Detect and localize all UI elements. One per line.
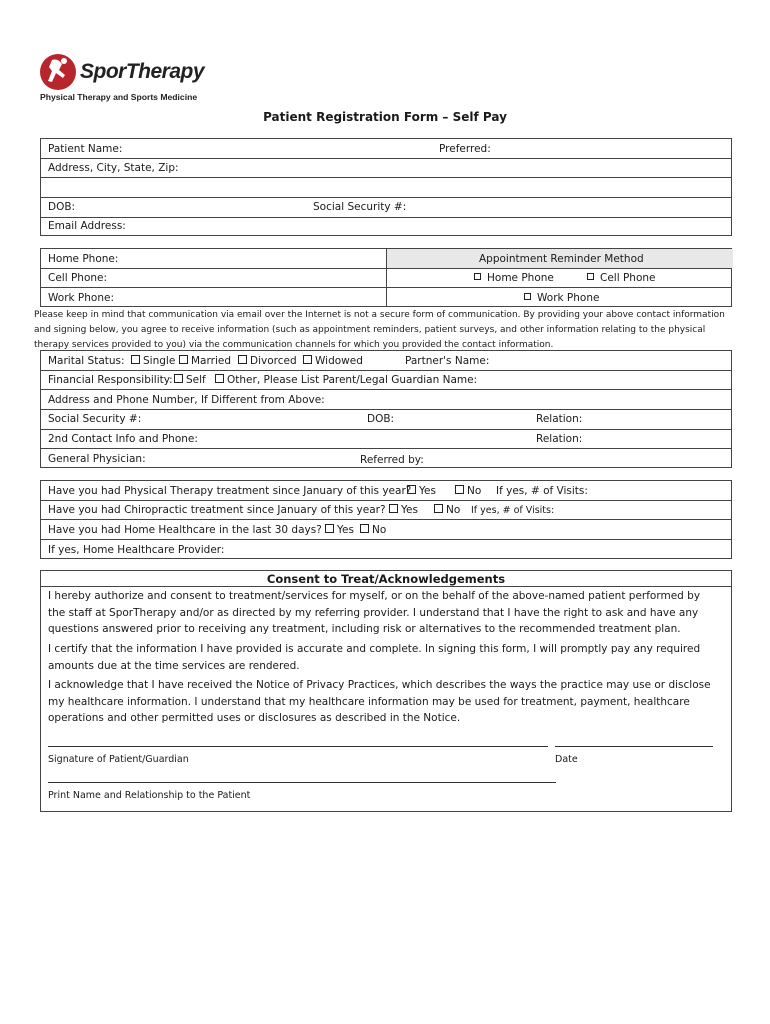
reminder-method-header: Appointment Reminder Method (479, 253, 644, 265)
consent-paragraph-3: I acknowledge that I have received the Notice of Privacy Practices, which describes the ways the practice may use or disclose my healthcare information. I understand that my healthcare information may be used for treatment, payment, healthcare operations and other permitted uses or disclosures as described in the Notice. (48, 679, 711, 724)
address-row[interactable] (41, 159, 731, 178)
guardian-ssn-row[interactable] (41, 410, 731, 430)
home-phone-row[interactable] (41, 249, 731, 269)
hh-no-checkbox[interactable] (360, 524, 369, 533)
divorced-option[interactable]: Divorced (238, 355, 297, 367)
partner-name-label: Partner's Name: (405, 355, 490, 367)
preferred-label: Preferred: (439, 143, 491, 155)
reminder-home-option[interactable]: Home Phone (474, 272, 554, 284)
consent-paragraph-1: I hereby authorize and consent to treatment/services for myself, or on the behalf of the above-named patient performed by the staff at SporTherapy and/or as directed by my referring provider. I understand that I have the right to ask and have any questions answered prior to receiving any treatment, including risk or alternatives to the recommended treatment plan. (48, 590, 701, 635)
other-checkbox[interactable] (215, 374, 224, 383)
reminder-work-option[interactable]: Work Phone (524, 292, 599, 304)
single-option[interactable]: Single (131, 355, 175, 367)
patient-name-label: Patient Name: (48, 143, 123, 155)
pt-question-row[interactable] (41, 481, 731, 501)
chiro-yes-option[interactable]: Yes (389, 504, 418, 516)
logo-name: SporTherapy (80, 60, 205, 83)
self-checkbox[interactable] (174, 374, 183, 383)
reminder-cell-checkbox[interactable] (587, 273, 594, 280)
guardian-dob-label: DOB: (367, 413, 395, 425)
financial-label: Financial Responsibility: (48, 374, 173, 386)
reminder-cell-option[interactable]: Cell Phone (587, 272, 656, 284)
logo-tagline: Physical Therapy and Sports Medicine (40, 92, 198, 102)
responsibility-section (40, 350, 732, 468)
chiro-visits-label: If yes, # of Visits: (471, 505, 555, 516)
chiro-question: Have you had Chiropractic treatment since January of this year? (48, 504, 386, 516)
other-option[interactable]: Other, Please List Parent/Legal Guardian Name: (215, 374, 477, 386)
pt-no-checkbox[interactable] (455, 485, 464, 494)
hh-no-option[interactable]: No (360, 524, 386, 536)
form-title: Patient Registration Form – Self Pay (263, 110, 507, 124)
addr-phone-row[interactable] (41, 390, 731, 410)
chiro-no-checkbox[interactable] (434, 504, 443, 513)
physician-label: General Physician: (48, 453, 146, 465)
dob-ssn-row[interactable] (41, 198, 731, 218)
pt-visits-label: If yes, # of Visits: (496, 485, 588, 497)
widowed-checkbox[interactable] (303, 355, 312, 364)
hh-question-row[interactable] (41, 520, 731, 540)
address-label: Address, City, State, Zip: (48, 162, 179, 174)
chiro-yes-checkbox[interactable] (389, 504, 398, 513)
single-checkbox[interactable] (131, 355, 140, 364)
signature-label: Signature of Patient/Guardian (48, 754, 189, 765)
self-option[interactable]: Self (174, 374, 206, 386)
email-label: Email Address: (48, 220, 126, 232)
marital-label: Marital Status: (48, 355, 125, 367)
married-checkbox[interactable] (179, 355, 188, 364)
patient-info-section (40, 138, 732, 236)
married-option[interactable]: Married (179, 355, 231, 367)
divorced-checkbox[interactable] (238, 355, 247, 364)
print-name-line[interactable] (48, 782, 556, 783)
relation-label-1: Relation: (536, 413, 583, 425)
guardian-ssn-label: Social Security #: (48, 413, 142, 425)
pt-no-option[interactable]: No (455, 485, 481, 497)
ssn-label: Social Security #: (313, 201, 407, 213)
pt-yes-checkbox[interactable] (407, 485, 416, 494)
work-phone-label: Work Phone: (48, 292, 114, 304)
chiro-question-row[interactable] (41, 501, 731, 520)
hh-provider-label: If yes, Home Healthcare Provider: (48, 544, 225, 556)
addr-phone-label: Address and Phone Number, If Different from Above: (48, 394, 325, 406)
marital-row[interactable] (41, 351, 731, 371)
email-row[interactable] (41, 218, 731, 236)
hh-question: Have you had Home Healthcare in the last 30 days? (48, 524, 322, 536)
pt-question: Have you had Physical Therapy treatment since January of this year? (48, 485, 412, 497)
address-row-2[interactable] (41, 178, 731, 198)
reminder-home-checkbox[interactable] (474, 273, 481, 280)
dob-label: DOB: (48, 201, 76, 213)
second-contact-label: 2nd Contact Info and Phone: (48, 433, 198, 445)
reminder-work-checkbox[interactable] (524, 293, 531, 300)
consent-heading: Consent to Treat/Acknowledgements (266, 572, 506, 586)
second-contact-row[interactable] (41, 430, 731, 449)
physician-row[interactable] (41, 449, 731, 468)
hh-yes-checkbox[interactable] (325, 524, 334, 533)
phone-section (40, 248, 732, 307)
financial-row[interactable] (41, 371, 731, 390)
chiro-no-option[interactable]: No (434, 504, 460, 516)
home-phone-label: Home Phone: (48, 253, 119, 265)
date-line[interactable] (555, 746, 713, 747)
signature-line[interactable] (48, 746, 548, 747)
widowed-option[interactable]: Widowed (303, 355, 363, 367)
history-section (40, 480, 732, 559)
pt-yes-option[interactable]: Yes (407, 485, 436, 497)
cell-phone-row[interactable] (41, 269, 731, 288)
hh-yes-option[interactable]: Yes (325, 524, 354, 536)
patient-name-row[interactable] (41, 139, 731, 159)
print-name-label: Print Name and Relationship to the Patient (48, 790, 251, 801)
cell-phone-label: Cell Phone: (48, 272, 108, 284)
work-phone-row[interactable] (41, 288, 731, 307)
hh-provider-row[interactable] (41, 540, 731, 559)
consent-paragraph-2: I certify that the information I have provided is accurate and complete. In signing this form, I will promptly pay any required amounts due at the time services are rendered. (48, 643, 701, 672)
date-label: Date (555, 754, 578, 765)
email-notice: Please keep in mind that communication via email over the Internet is not a secure form of communication. By providing your above contact information and signing below, you agree to receive information (such as appointment reminders, patient surveys, and other information relating to the physical therapy services provided to you) via the communication channels for which you provided the contact information. (34, 310, 725, 350)
referred-by-label: Referred by: (360, 454, 424, 466)
relation-label-2: Relation: (536, 433, 583, 445)
